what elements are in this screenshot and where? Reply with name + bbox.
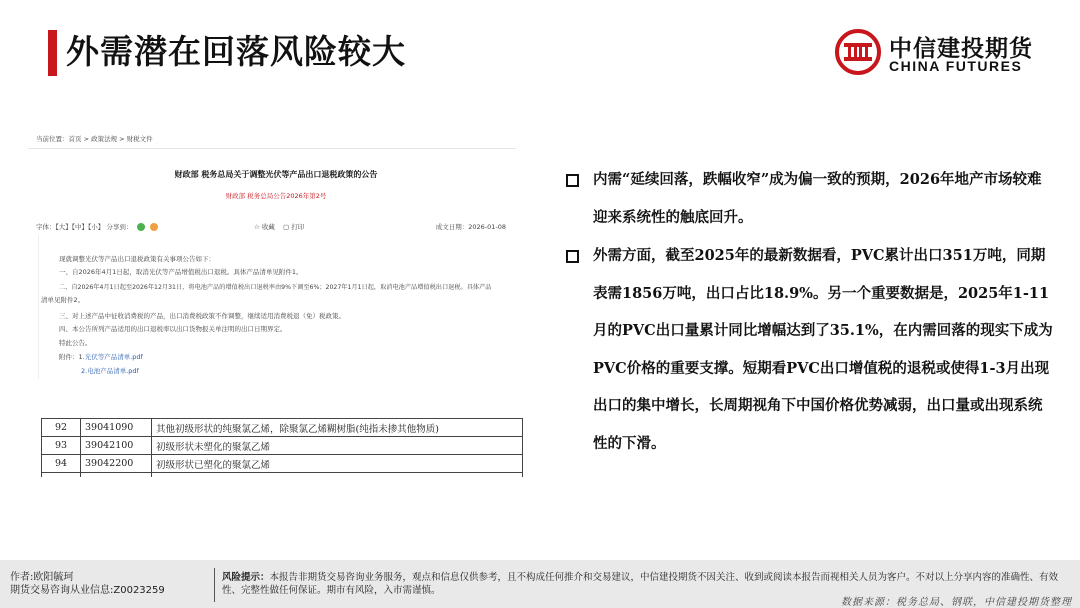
square-bullet-icon <box>566 174 579 187</box>
table-row-stub <box>42 473 523 478</box>
font-size-controls[interactable] <box>36 222 158 231</box>
risk-label: 风险提示： <box>222 572 270 583</box>
bullet-point <box>566 161 1056 236</box>
paragraph: 现就调整光伏等产品出口退税政策有关事项公告如下： <box>59 255 215 263</box>
cell-seq: 93 <box>42 437 81 455</box>
breadcrumb: 当前位置：首页 > 政策法规 > 财税文件 <box>36 135 153 143</box>
cell-empty <box>152 473 523 478</box>
print-icon[interactable]: ▢ <box>283 223 290 231</box>
announcement-screenshot <box>36 128 516 380</box>
weibo-share-icon[interactable] <box>150 223 158 231</box>
logo-chinese-name: 中信建投期货 <box>889 36 1033 62</box>
footer <box>0 560 1080 608</box>
data-source: 数据来源：税务总局、钢联，中信建投期货整理 <box>841 597 1072 608</box>
tools <box>254 222 304 231</box>
cell-name: 其他初级形状的纯聚氯乙烯，除聚氯乙烯糊树脂(纯指未掺其他物质) <box>152 419 523 437</box>
paragraph: 四、本公告所列产品适用的出口退税率以出口货物报关单注明的出口日期界定。 <box>59 325 287 333</box>
cell-code: 39042200 <box>81 455 152 473</box>
wechat-share-icon[interactable] <box>137 223 145 231</box>
print-button[interactable]: 打印 <box>291 223 305 231</box>
paragraph: 清单见附件2。 <box>41 296 85 304</box>
author-name: 作者:欧阳毓珂 <box>10 572 74 583</box>
paragraph: 特此公告。 <box>59 339 92 347</box>
bullet-text: 外需方面，截至2025年的最新数据看，PVC累计出口351万吨，同期表需1856万吨，出口占比18.9%。另一个重要数据是，2025年1-11月的PVC出口量累计同比增幅达到了35.1%，在内需回落的现实下成为PVC价格的重要支撑。短期看PVC出口增值税的退税或使得1-3月出现出口的集中增长，长周期视角下中国价格优势减弱，出口量或出现系统性的下滑。 <box>593 247 1053 452</box>
logo-english-name: CHINA FUTURES <box>889 58 1023 74</box>
product-table <box>41 418 523 477</box>
cell-code: 39042100 <box>81 437 152 455</box>
cell-code: 39041090 <box>81 419 152 437</box>
page-title: 外需潜在回落风险较大 <box>66 32 406 71</box>
cell-seq: 92 <box>42 419 81 437</box>
cell-empty <box>81 473 152 478</box>
paragraph: 二、自2026年4月1日起至2026年12月31日，将电池产品的增值税出口退税率由9%下调至6%；2027年1月1日起，取消电池产品增值税出口退税。具体产品 <box>59 284 492 291</box>
cell-seq: 94 <box>42 455 81 473</box>
table-row <box>42 419 523 437</box>
risk-text: 本报告非期货交易咨询业务服务，观点和信息仅供参考，且不构成任何推介和交易建议，中信建投期货不因关注、收到或阅读本报告而视相关人员为客户。不对以上分享内容的准确性、有效性、完整性做任何保证。期市有风险，入市需谨慎。 <box>222 572 1059 596</box>
company-logo <box>834 28 1034 80</box>
announcement-number: 财政部 税务总局公告2026年第2号 <box>225 192 327 200</box>
cell-name: 初级形状未塑化的聚氯乙烯 <box>152 437 523 455</box>
table-row <box>42 437 523 455</box>
paragraph: 一、自2026年4月1日起，取消光伏等产品增值税出口退税。具体产品清单见附件1。 <box>59 268 303 276</box>
author-info <box>10 571 165 597</box>
paragraph: 三、对上述产品中征收消费税的产品，出口消费税政策不作调整，继续适用消费税退（免）税政策。 <box>59 312 345 320</box>
attachment-label: 附件：1. <box>59 353 85 361</box>
table-row <box>42 455 523 473</box>
title-accent-bar <box>48 30 57 76</box>
favorite-icon[interactable]: ☆ <box>254 223 260 231</box>
announcement-toolbar <box>36 222 506 234</box>
square-bullet-icon <box>566 250 579 263</box>
attachment-line <box>59 351 499 364</box>
announcement-body <box>38 235 498 379</box>
footer-divider <box>214 568 215 602</box>
cell-empty <box>42 473 81 478</box>
bullet-point <box>566 237 1056 462</box>
announcement-title: 财政部 税务总局关于调整光伏等产品出口退税政策的公告 <box>174 170 378 179</box>
divider <box>28 148 516 149</box>
attachment-link-2[interactable]: 2.电池产品清单.pdf <box>81 367 139 375</box>
attachment-link-1[interactable]: 光伏等产品清单.pdf <box>84 353 143 361</box>
license-number: 期货交易咨询从业信息:Z0023259 <box>10 585 165 596</box>
citic-emblem-icon <box>834 28 882 76</box>
document-date: 成文日期：2026-01-08 <box>435 223 506 231</box>
favorite-button[interactable]: 收藏 <box>261 223 275 231</box>
cell-name: 初级形状已塑化的聚氯乙烯 <box>152 455 523 473</box>
font-size-label: 字体：【大】【中】【小】 分享到： <box>36 223 133 231</box>
bullet-text: 内需“延续回落，跌幅收窄”成为偏一致的预期，2026年地产市场较难迎来系统性的触底回升。 <box>593 171 1042 226</box>
